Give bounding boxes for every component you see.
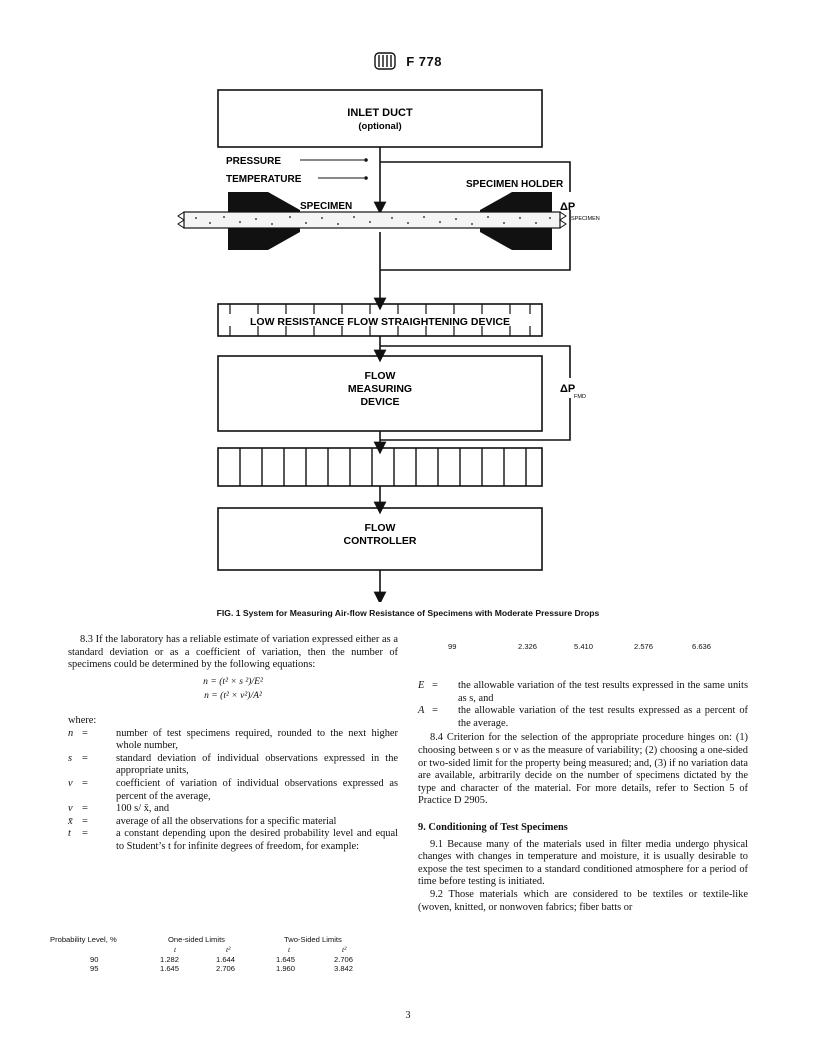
equation-1: n = (t² × s ²)/E² xyxy=(203,675,263,687)
t-value-table xyxy=(50,935,390,985)
table-cell: 1.645 xyxy=(276,955,296,964)
delta-p-fmd-label: ΔP xyxy=(560,383,576,395)
specimen-label: SPECIMEN xyxy=(300,201,353,212)
honeycomb-box xyxy=(218,448,542,486)
table-cell: 2.576 xyxy=(634,642,654,651)
table-cell: 2.706 xyxy=(334,955,354,964)
specimen-strip xyxy=(184,212,560,228)
specimen-holder-label: SPECIMEN HOLDER xyxy=(466,179,564,190)
def-s: s = standard deviation of individual observations expressed in the appropriate units, xyxy=(68,752,398,777)
figure-caption: FIG. 1 System for Measuring Air-flow Resistance of Specimens with Moderate Pressure Drops xyxy=(216,608,600,618)
controller-line1: FLOW xyxy=(364,522,396,534)
table-sub-t2: t² xyxy=(226,945,231,954)
t-value-table-continued xyxy=(430,642,750,654)
section-9-heading: 9. Conditioning of Test Specimens xyxy=(418,821,568,833)
def-v-formula: ν = 100 s/ x̄, and xyxy=(68,803,170,815)
def-t: t = a constant depending upon the desired probability level and equal to Student’s t for infinite degrees of freedom, for example: xyxy=(68,828,398,852)
controller-line2: CONTROLLER xyxy=(343,535,417,547)
delta-p-fmd-sub: FMD xyxy=(574,394,586,400)
astm-logo-icon xyxy=(374,52,396,73)
delta-p-specimen-label: ΔP xyxy=(560,201,576,213)
inlet-optional-label: (optional) xyxy=(358,121,402,132)
para-8-4: 8.4 Criterion for the selection of the appropriate procedure hinges on: (1) choosing between s or ν as the measure of variability; (2) choosing a one-sided or two-sided limit for the property being measured; and, (3) if no variation data are available, arbitrarily decide on the number of specimens dictated by the type and character of the material. For more details, refer to Section 5 of Practice D 2905. xyxy=(418,732,748,807)
temperature-label: TEMPERATURE xyxy=(226,174,302,185)
inlet-duct-label: INLET DUCT xyxy=(347,107,413,119)
page-header xyxy=(0,52,816,73)
table-sub-t-two: t xyxy=(288,945,291,954)
table-sub-t2-two: t² xyxy=(342,945,347,954)
flow-meas-line1: FLOW xyxy=(364,370,396,382)
equation-2: n = (t² × v²)/A² xyxy=(204,690,262,702)
table-cell: 1.960 xyxy=(276,964,296,973)
right-column xyxy=(418,680,748,914)
page-number: 3 xyxy=(405,1010,411,1021)
table-cell: 6.636 xyxy=(692,642,712,651)
table-cell: 95 xyxy=(90,964,99,973)
figure-diagram xyxy=(0,80,816,602)
table-header-prob: Probability Level, % xyxy=(50,935,117,944)
designation: F 778 xyxy=(406,53,442,69)
table-cell: 5.410 xyxy=(574,642,594,651)
delta-p-specimen-sub: SPECIMEN xyxy=(571,216,600,222)
flow-meas-line3: DEVICE xyxy=(360,396,400,408)
para-9-1: 9.1 Because many of the materials used in filter media undergo physical changes with changes in temperature and moisture, it is usually desirable to expose the test specimen to a standard conditioned atmosphere for a period of time before testing is initiated. xyxy=(418,838,748,888)
table-cell: 1.282 xyxy=(160,955,180,964)
para-8-3: 8.3 If the laboratory has a reliable estimate of variation expressed either as a standard deviation or as a coefficient of variation, then the number of specimens could be determined by the following equations: xyxy=(68,634,398,671)
table-cell: 1.645 xyxy=(160,964,180,973)
table-cell: 2.326 xyxy=(518,642,538,651)
def-A: A = the allowable variation of the test results expressed as a percent of the average. xyxy=(418,705,748,729)
table-header-two-sided: Two-Sided Limits xyxy=(284,935,342,944)
table-cell: 3.842 xyxy=(334,964,354,973)
def-E: E = the allowable variation of the test results expressed in the same units as s, and xyxy=(418,680,748,704)
where-label: where: xyxy=(68,714,97,726)
table-cell: 99 xyxy=(448,642,457,651)
table-header-one-sided: One-sided Limits xyxy=(168,935,225,944)
pressure-label: PRESSURE xyxy=(226,156,282,167)
table-cell: 90 xyxy=(90,955,99,964)
left-column xyxy=(68,634,398,854)
table-sub-t: t xyxy=(174,945,177,954)
para-9-2: 9.2 Those materials which are considered to be textiles or textile-like (woven, knitted, or nonwoven fabrics; fiber batts or xyxy=(418,888,748,913)
def-n: n = number of test specimens required, rounded to the next higher whole number, xyxy=(68,727,398,752)
def-xbar: x̄ = average of all the observations for a specific material xyxy=(68,815,337,827)
straightener-label: LOW RESISTANCE FLOW STRAIGHTENING DEVICE xyxy=(250,316,510,328)
table-cell: 2.706 xyxy=(216,964,236,973)
table-cell: 1.644 xyxy=(216,955,236,964)
def-v: ν = coefficient of variation of individual observations expressed as percent of the average, xyxy=(68,777,398,802)
flow-meas-line2: MEASURING xyxy=(347,383,413,395)
